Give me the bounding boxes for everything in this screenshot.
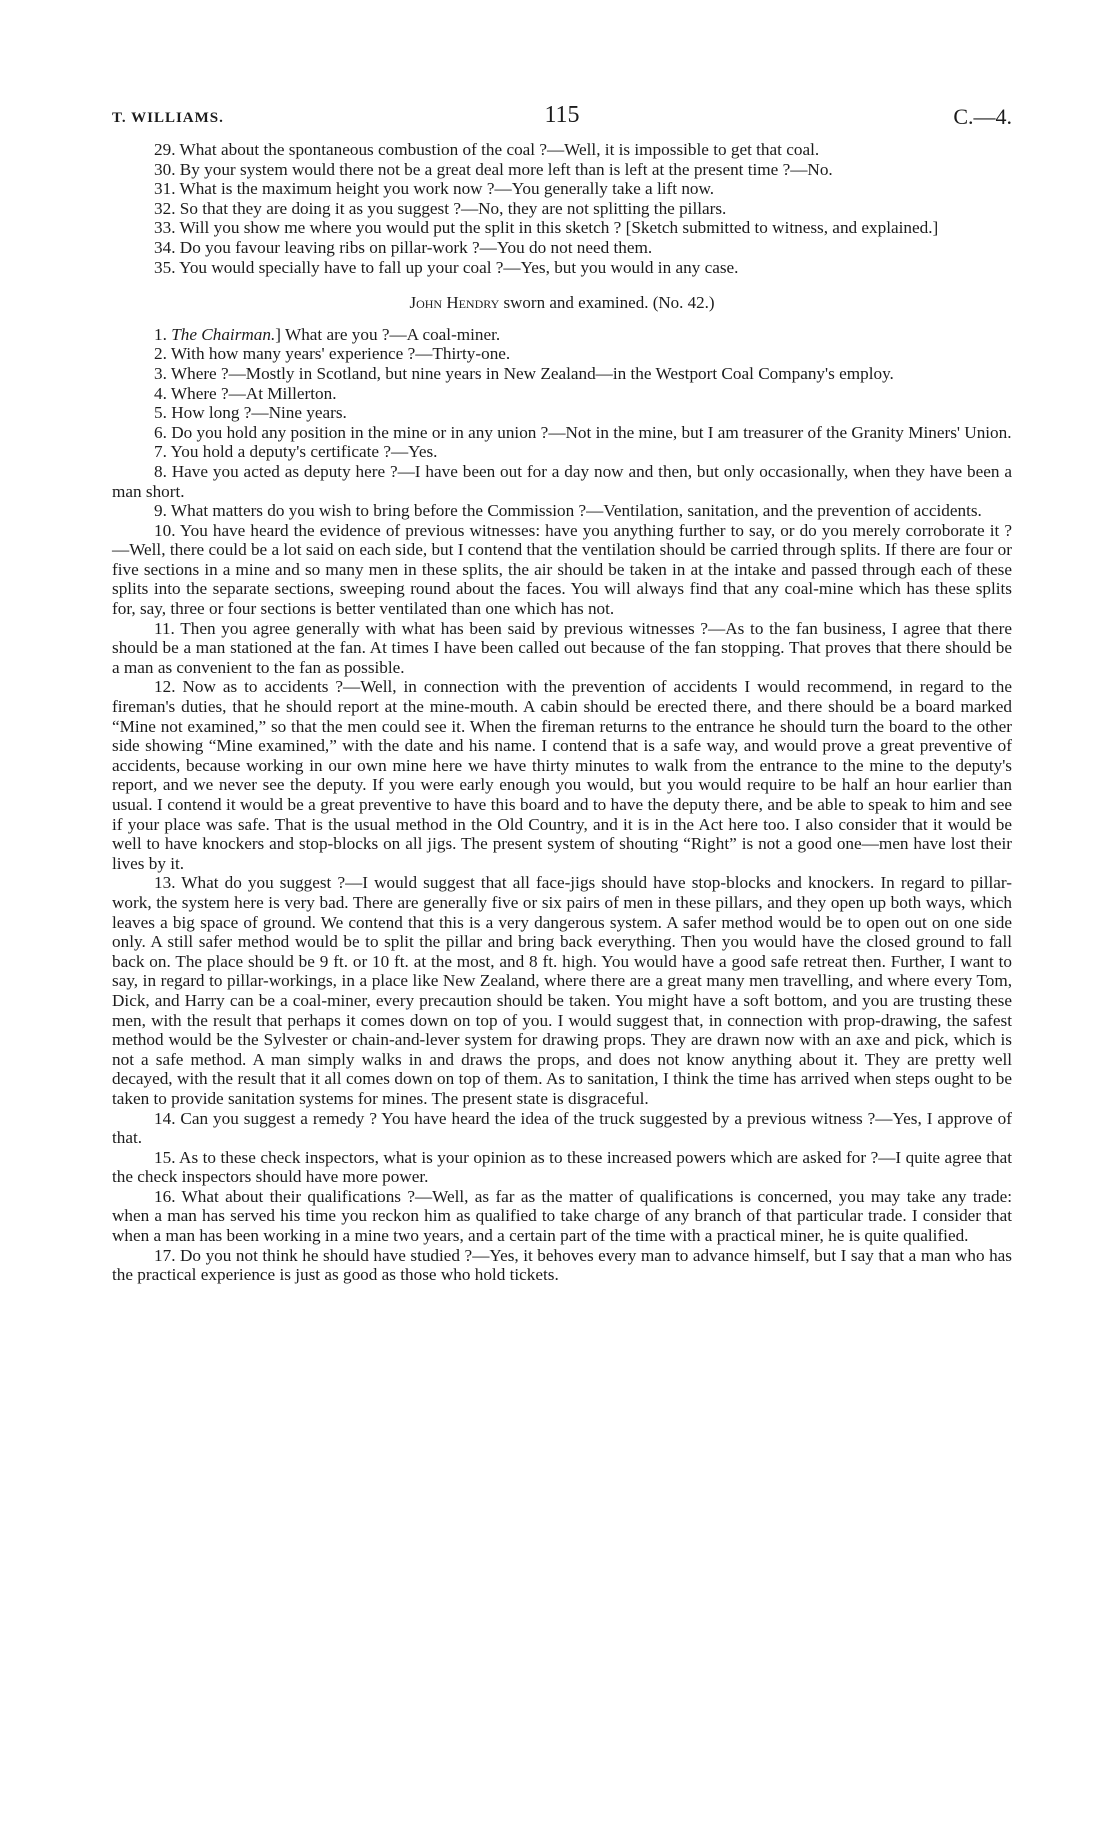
- paragraph: 33. Will you show me where you would put the split in this sketch ? [Sketch submitted to witness, and explained.]: [154, 218, 939, 238]
- witness-heading: [112, 293, 1012, 313]
- paragraph: 2. With how many years' experience ?—Thirty-one.: [154, 344, 511, 364]
- paragraph: 4. Where ?—At Millerton.: [154, 383, 337, 403]
- paragraph: 3. Where ?—Mostly in Scotland, but nine years in New Zealand—in the Westport Coal Company's employ.: [154, 363, 894, 383]
- paragraph: 6. Do you hold any position in the mine or in any union ?—Not in the mine, but I am treasurer of the Granity Miners' Union.: [154, 422, 1012, 442]
- paragraph: 7. You hold a deputy's certificate ?—Yes.: [154, 442, 438, 462]
- speaker-chairman: The Chairman.: [171, 324, 276, 344]
- paragraph: 17. Do you not think he should have studied ?—Yes, it behoves every man to advance himself, but I say that a man who has the practical experience is just as good as those who hold tickets.: [112, 1245, 1012, 1285]
- document-page: [112, 100, 1012, 1285]
- witness-name: John Hendry: [409, 293, 500, 313]
- paragraph: 12. Now as to accidents ?—Well, in connection with the prevention of accidents I would recommend, in regard to the fireman's duties, that he should report at the mine-mouth. A cabin should be erected there, and there should be a board marked “Mine not examined,” so that the men could see it. When the fireman returns to the entrance he should turn the board to the other side showing “Mine examined,” with the date and his name. I contend that is a safe way, and would prove a great preventive of accidents, because working in our own mine here we have thirty minutes to walk from the entrance to the mine to the deputy's report, and we never see the deputy. If you were early enough you would, but you would require to be half an hour earlier than usual. I contend it would be a great preventive to have this board and to have the deputy there, and be able to speak to him and see if your place was safe. That is the usual method in the Old Country, and it is in the Act here too. I also consider that it would be well to have knockers and stop-blocks on all jigs. The present system of shouting “Right” is not a good one—men have lost their lives by it.: [112, 677, 1012, 873]
- paragraph: [112, 325, 1012, 345]
- paragraph: 13. What do you suggest ?—I would suggest that all face-jigs should have stop-blocks and knockers. In regard to pillar-work, the system here is very bad. There are generally five or six pairs of men in these pillars, and they open up both ways, which leaves a big space of ground. We contend that this is a very dangerous system. A safer method would be to open out on one side only. A still safer method would be to split the pillar and bring back everything. Then you would have the closed ground to fall back on. The place should be 9 ft. or 10 ft. at the most, and 8 ft. high. You would have a good safe retreat then. Further, I want to say, in regard to pillar-workings, in a place like New Zealand, where there are a great many men travelling, and where every Tom, Dick, and Harry can be a coal-miner, every precaution should be taken. You might have a soft bottom, and you are trusting these men, with the result that perhaps it comes down on top of you. I would suggest that, in connection with prop-drawing, the safest method would be the Sylvester or chain-and-lever system for drawing props. They are drawn now with an axe and pick, which is not a safe method. A man simply walks in and draws the props, and does not know anything about it. They are pretty well decayed, with the result that it all comes down on top of them. As to sanitation, I think the time has arrived when steps ought to be taken to provide sanitation systems for mines. The present state is disgraceful.: [112, 873, 1012, 1108]
- paragraph: 15. As to these check inspectors, what is your opinion as to these increased powers which are asked for ?—I quite agree that the check inspectors should have more power.: [112, 1147, 1012, 1187]
- document-reference: C.—4.: [953, 104, 1012, 129]
- paragraph: 31. What is the maximum height you work now ?—You generally take a lift now.: [154, 179, 715, 199]
- page-number: 115: [544, 102, 580, 128]
- witness-heading-rest: sworn and examined. (No. 42.): [499, 293, 715, 313]
- paragraph: 34. Do you favour leaving ribs on pillar-work ?—You do not need them.: [154, 237, 653, 257]
- paragraph: 9. What matters do you wish to bring before the Commission ?—Ventilation, sanitation, and the prevention of accidents.: [154, 501, 982, 521]
- page-header: [112, 100, 1012, 140]
- document-body: [112, 140, 1012, 1285]
- question-text: ] What are you ?—A coal-miner.: [275, 324, 501, 344]
- paragraph: 14. Can you suggest a remedy ? You have heard the idea of the truck suggested by a previous witness ?—Yes, I approve of that.: [112, 1108, 1012, 1148]
- paragraph: 35. You would specially have to fall up your coal ?—Yes, but you would in any case.: [154, 257, 739, 277]
- paragraph: 30. By your system would there not be a great deal more left than is left at the present time ?—No.: [154, 159, 833, 179]
- paragraph: 8. Have you acted as deputy here ?—I have been out for a day now and then, but only occasionally, when they have been a man short.: [112, 461, 1012, 501]
- section-john-hendry: [112, 325, 1012, 1285]
- paragraph: 11. Then you agree generally with what has been said by previous witnesses ?—As to the fan business, I agree that there should be a man stationed at the fan. At times I have been called out because of the fan stopping. That proves that there should be a man as convenient to the fan as possible.: [112, 618, 1012, 677]
- paragraph: 10. You have heard the evidence of previous witnesses: have you anything further to say, or do you merely corroborate it ?—Well, there could be a lot said on each side, but I contend that the ventilation should be carried through splits. If there are four or five sections in a mine and so many men in these splits, the air should be taken in at the intake and passed through each of these splits into the separate sections, sweeping round about the faces. You will always find that any coal-mine which has these splits for, say, three or four sections is better ventilated than one which has not.: [112, 520, 1012, 619]
- section-previous-witness: [112, 140, 1012, 277]
- paragraph: 29. What about the spontaneous combustion of the coal ?—Well, it is impossible to get that coal.: [154, 140, 820, 159]
- question-number: 1.: [154, 324, 172, 344]
- paragraph: 32. So that they are doing it as you suggest ?—No, they are not splitting the pillars.: [154, 198, 727, 218]
- paragraph: 16. What about their qualifications ?—Well, as far as the matter of qualifications is concerned, you may take any trade: when a man has served his time you reckon him as qualified to take charge of any branch of that particular trade. I consider that when a man has been working in a mine two years, and a certain part of the time with a practical miner, he is quite qualified.: [112, 1186, 1012, 1246]
- paragraph: 5. How long ?—Nine years.: [154, 403, 347, 423]
- header-witness-name: T. WILLIAMS.: [112, 110, 224, 126]
